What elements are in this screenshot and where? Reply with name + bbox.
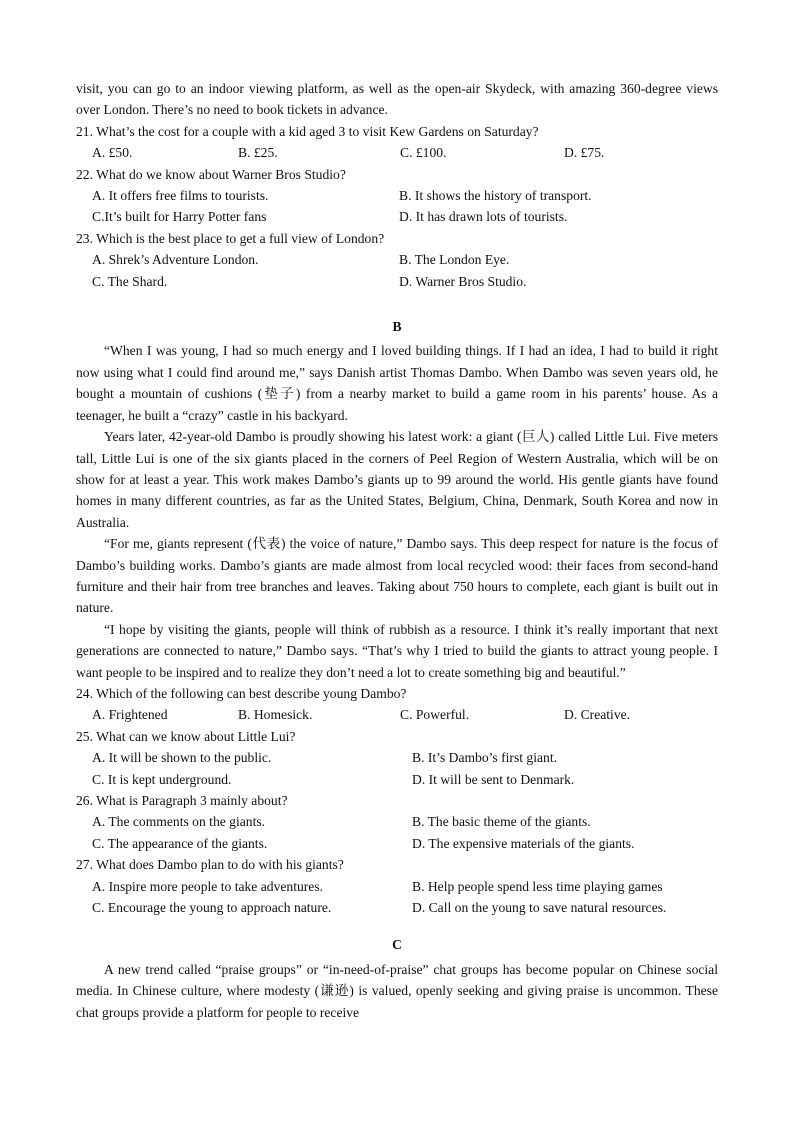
option-d: D. It has drawn lots of tourists.	[399, 209, 568, 225]
option-c: C. £100.	[400, 145, 447, 161]
option-b: B. Help people spend less time playing games	[412, 878, 663, 894]
option-a: A. £50.	[92, 145, 133, 161]
option-a: A. It will be shown to the public.	[92, 750, 272, 766]
question-22-options	[76, 185, 718, 228]
option-d: D. Call on the young to save natural resources.	[412, 900, 667, 916]
option-c: C. The Shard.	[92, 273, 168, 289]
option-b: B. It’s Dambo’s first giant.	[412, 750, 557, 766]
question-22: 22. What do we know about Warner Bros Studio?	[76, 166, 346, 182]
question-25-options	[76, 747, 718, 790]
question-24: 24. Which of the following can best describe young Dambo?	[76, 685, 407, 701]
question-27: 27. What does Dambo plan to do with his giants?	[76, 857, 344, 873]
option-b: B. The London Eye.	[399, 252, 510, 268]
option-b: B. The basic theme of the giants.	[412, 814, 591, 830]
option-d: D. £75.	[564, 145, 605, 161]
section-b-paragraph-3: “For me, giants represent (代表) the voice of nature,” Dambo says. This deep respect for nature is the focus of Dambo’s building works. Dambo’s giants are made almost from local recycled wood: their faces from second-hand furniture and their hair from tree branches and leaves. Taking about 750 hours to complete, each giant is built out in nature.	[76, 536, 718, 616]
question-26-options	[76, 811, 718, 854]
option-c: C. It is kept underground.	[92, 771, 232, 787]
question-27-options	[76, 876, 718, 919]
option-c: C. The appearance of the giants.	[92, 835, 268, 851]
option-d: D. The expensive materials of the giants.	[412, 835, 635, 851]
option-b: B. It shows the history of transport.	[399, 188, 592, 204]
option-a: A. It offers free films to tourists.	[92, 188, 269, 204]
option-a: A. Inspire more people to take adventures.	[92, 878, 324, 894]
question-24-options	[76, 704, 718, 725]
option-c: C.It’s built for Harry Potter fans	[92, 209, 267, 225]
option-b: B. £25.	[238, 145, 278, 161]
question-23-options	[76, 249, 718, 292]
section-b-paragraph-4: “I hope by visiting the giants, people will think of rubbish as a resource. I think it’s really important that next generations are connected to nature,” Dambo says. “That’s why I tried to build the giants to attract young people. I want people to be inspired and to realize they don’t need a lot to create something big and beautiful.”	[76, 621, 718, 680]
section-c-heading: C	[392, 937, 402, 953]
question-23: 23. Which is the best place to get a full view of London?	[76, 230, 385, 246]
option-c: C. Powerful.	[400, 707, 470, 723]
option-b: B. Homesick.	[238, 707, 313, 723]
option-d: D. Creative.	[564, 707, 631, 723]
question-21: 21. What’s the cost for a couple with a kid aged 3 to visit Kew Gardens on Saturday?	[76, 123, 539, 139]
section-b-paragraph-1: “When I was young, I had so much energy and I loved building things. If I had an idea, I had to build it right now using what I could find around me,” says Danish artist Thomas Dambo. When Dambo was seven years old, he bought a mountain of cushions (垫子) from a nearby market to build a game room in his parents’ house. As a teenager, he built a “crazy” castle in his backyard.	[76, 343, 718, 423]
option-a: A. Frightened	[92, 707, 168, 723]
reading-a-tail-paragraph: visit, you can go to an indoor viewing platform, as well as the open-air Skydeck, with amazing 360-degree views over London. There’s no need to book tickets in advance.	[76, 81, 718, 118]
option-d: D. It will be sent to Denmark.	[412, 771, 575, 787]
question-26: 26. What is Paragraph 3 mainly about?	[76, 793, 288, 808]
option-a: A. The comments on the giants.	[92, 814, 266, 830]
option-d: D. Warner Bros Studio.	[399, 273, 527, 289]
section-b-heading: B	[392, 319, 402, 335]
section-c-paragraph-1: A new trend called “praise groups” or “in-need-of-praise” chat groups has become popular on Chinese social media. In Chinese culture, where modesty (谦逊) is valued, openly seeking and giving praise is uncommon. These chat groups provide a platform for people to receive	[76, 961, 718, 1020]
question-21-options	[76, 142, 718, 163]
page-content	[76, 78, 718, 1023]
option-c: C. Encourage the young to approach nature.	[92, 900, 332, 916]
option-a: A. Shrek’s Adventure London.	[92, 252, 259, 268]
question-25: 25. What can we know about Little Lui?	[76, 728, 296, 744]
section-b-paragraph-2: Years later, 42-year-old Dambo is proudly showing his latest work: a giant (巨人) called Little Lui. Five meters tall, Little Lui is one of the six giants placed in the corners of Peel Region of Western Australia, which will be on show for at least a year. This work makes Dambo’s giants up to 99 around the world. His gentle giants have found homes in many different countries, as far as the United States, Belgium, China, Denmark, South Korea and now in Australia.	[76, 429, 718, 530]
